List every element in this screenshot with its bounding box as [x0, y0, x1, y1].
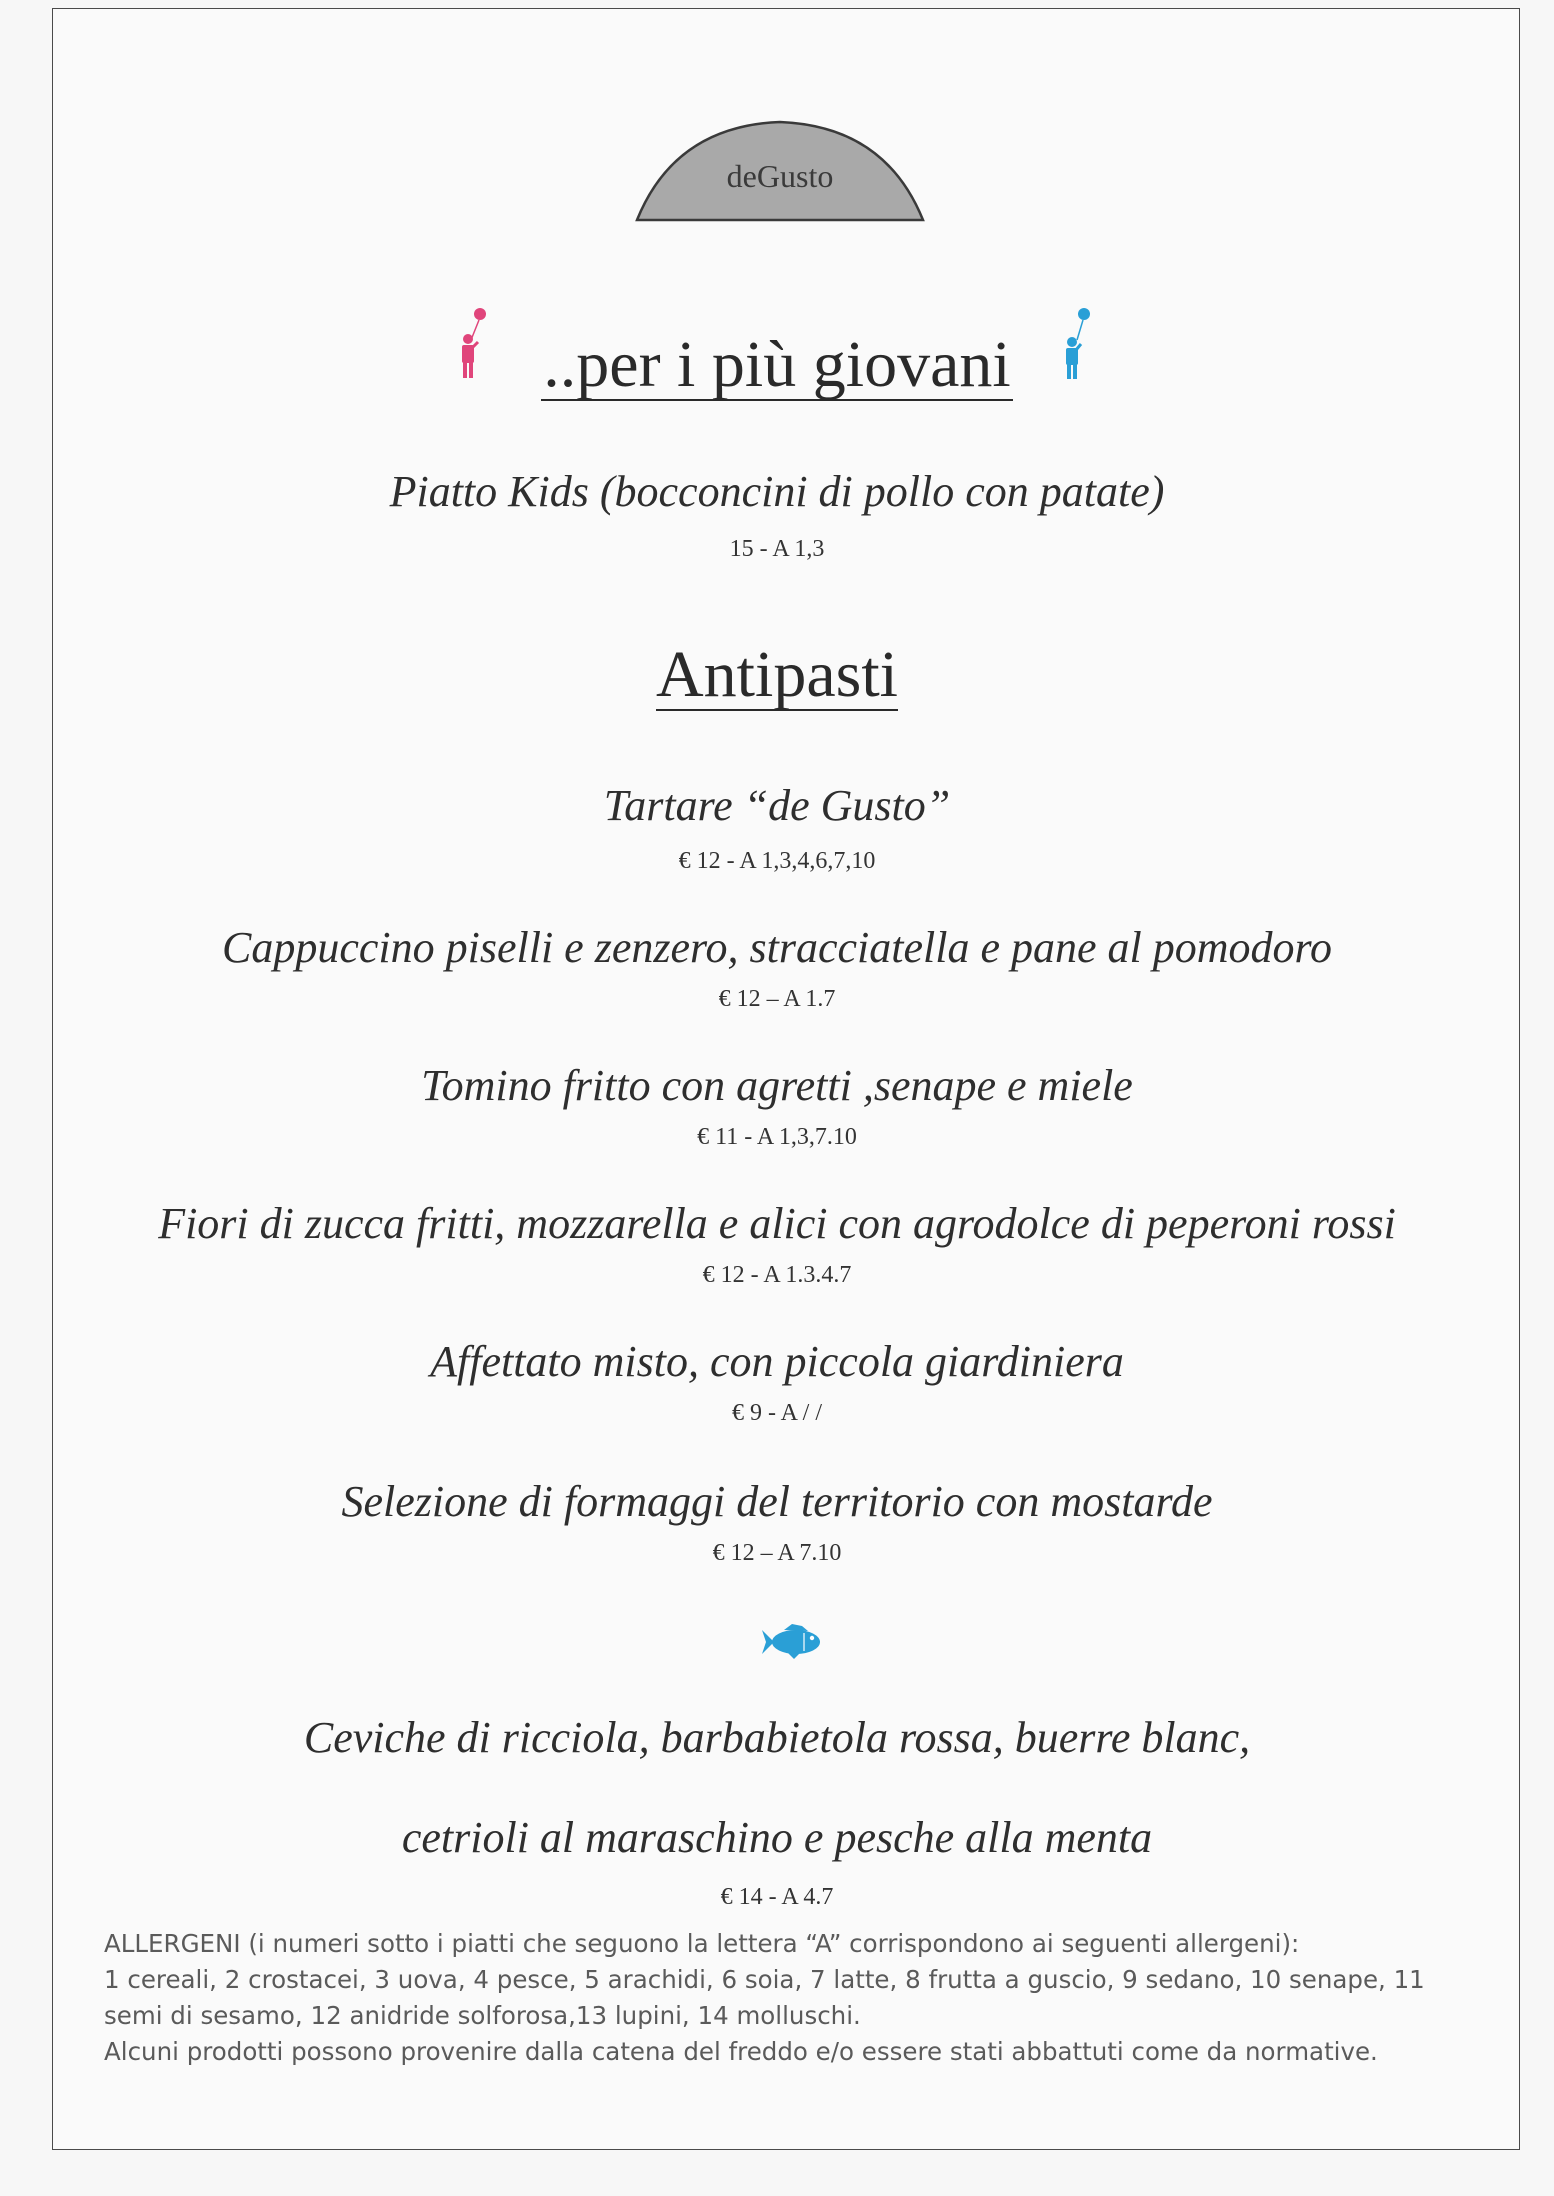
- dish-name: Selezione di formaggi del territorio con mostarde: [341, 1477, 1213, 1526]
- logo-text: deGusto: [726, 158, 834, 194]
- allergens-line: semi di sesamo, 12 anidride solforosa,13 lupini, 14 molluschi.: [104, 2001, 861, 2030]
- fish-dish-name-line1: Ceviche di ricciola, barbabietola rossa, buerre blanc,: [303, 1713, 1251, 1762]
- kids-section-title: ..per i più giovani: [543, 328, 1011, 401]
- fish-icon: [758, 1622, 826, 1666]
- allergens-line: Alcuni prodotti possono provenire dalla catena del freddo e/o essere stati abbattuti come da normative.: [104, 2037, 1378, 2066]
- dish-name: Fiori di zucca fritti, mozzarella e alici con agrodolce di peperoni rossi: [158, 1199, 1396, 1248]
- dish-price: € 12 - A 1,3,4,6,7,10: [678, 848, 876, 874]
- dish-price: € 11 - A 1,3,7.10: [697, 1124, 857, 1150]
- dish-name: Tartare “de Gusto”: [603, 781, 951, 830]
- kids-dish-name: Piatto Kids (bocconcini di pollo con patate): [389, 467, 1165, 516]
- kid-with-balloon-blue-icon: [1060, 306, 1090, 390]
- kids-dish-price: 15 - A 1,3: [729, 536, 825, 562]
- dish-name: Tomino fritto con agretti ,senape e miele: [421, 1061, 1133, 1110]
- dish-price: € 9 - A / /: [731, 1400, 822, 1426]
- dish-name: Affettato misto, con piccola giardiniera: [430, 1337, 1124, 1386]
- antipasti-section-title: Antipasti: [656, 638, 898, 711]
- fish-dish-price: € 14 - A 4.7: [720, 1884, 834, 1910]
- dish-price: € 12 – A 1.7: [718, 986, 836, 1012]
- dish-name: Cappuccino piselli e zenzero, stracciatella e pane al pomodoro: [221, 923, 1332, 972]
- allergens-note: [104, 1926, 1504, 2070]
- dish-price: € 12 - A 1.3.4.7: [702, 1262, 852, 1288]
- dish-price: € 12 – A 7.10: [712, 1540, 842, 1566]
- restaurant-logo: [635, 118, 925, 224]
- fish-dish-name-line2: cetrioli al maraschino e pesche alla menta: [401, 1813, 1153, 1862]
- allergens-line: 1 cereali, 2 crostacei, 3 uova, 4 pesce, 5 arachidi, 6 soia, 7 latte, 8 frutta a guscio, 9 sedano, 10 senape, 11: [104, 1965, 1425, 1994]
- allergens-line: ALLERGENI (i numeri sotto i piatti che seguono la lettera “A” corrispondono ai seguenti allergeni):: [104, 1929, 1300, 1958]
